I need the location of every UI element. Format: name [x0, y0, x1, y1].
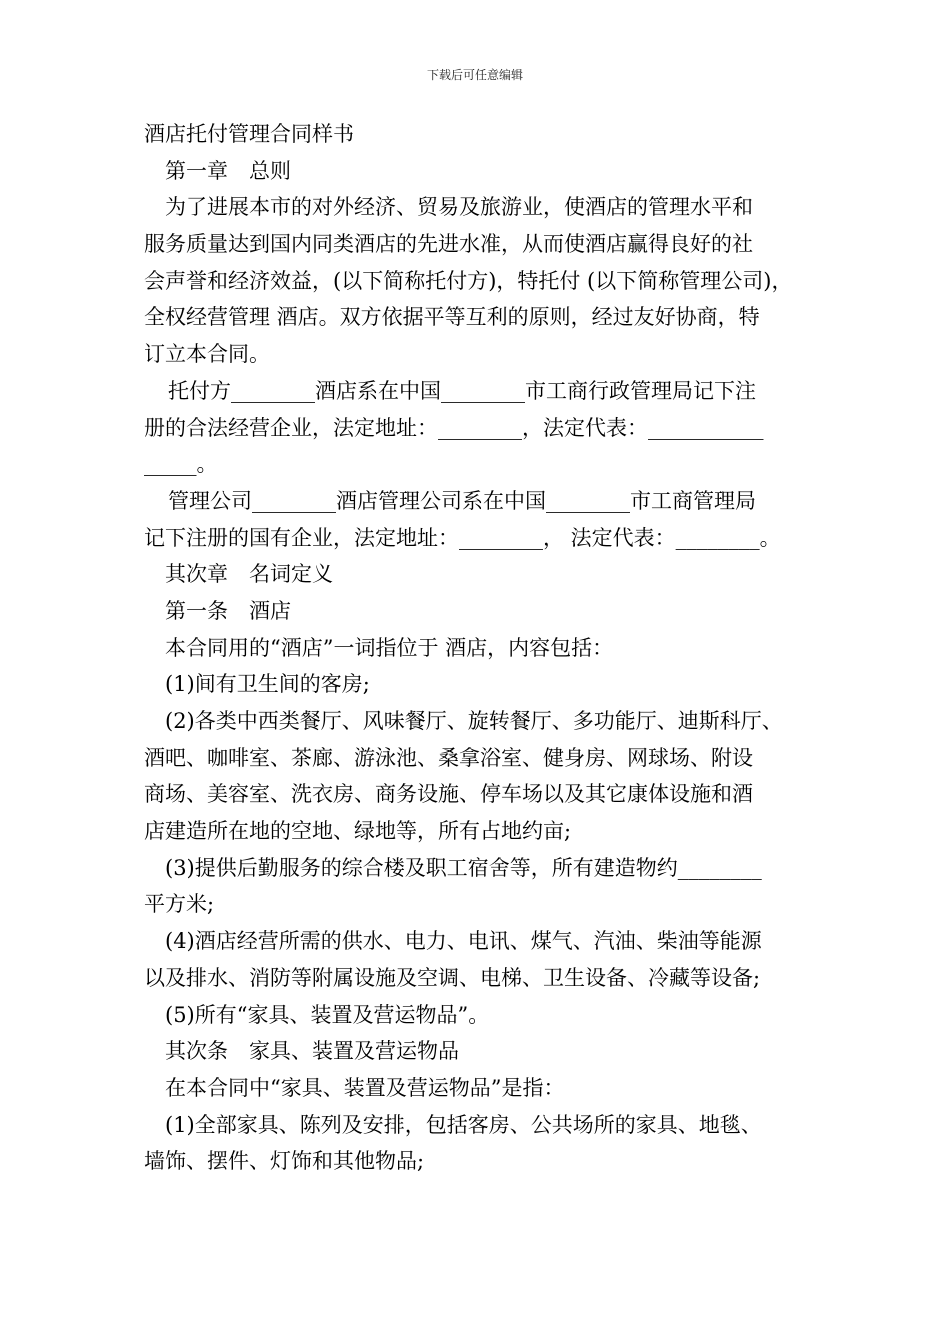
paragraph-line: 平方米;	[144, 892, 215, 917]
list-item	[144, 850, 824, 923]
paragraph-line: 以及排水、消防等附属设施及空调、电梯、卫生设备、冷藏等设备;	[144, 965, 761, 990]
paragraph-line: 店建造所在地的空地、绿地等，所有占地约亩;	[144, 819, 572, 844]
paragraph-line: 服务质量达到国内同类酒店的先进水准，从而使酒店赢得良好的社	[144, 232, 753, 257]
chapter-heading: 其次章 名词定义	[165, 562, 333, 587]
paragraph-line: 册的合法经营企业，法定地址：________，法定代表：___________	[144, 415, 764, 440]
paragraph-line: 订立本合同。	[144, 342, 270, 367]
paragraph-line: (2)各类中西类餐厅、风味餐厅、旋转餐厅、多功能厅、迪斯科厅、	[165, 709, 783, 733]
paragraph-line: 本合同用的“酒店”一词指位于 酒店，内容包括：	[165, 635, 614, 660]
list-item	[144, 1107, 824, 1180]
paragraph-line: 全权经营管理 酒店。双方依据平等互利的原则，经过友好协商，特	[144, 305, 760, 330]
article-heading: 其次条 家具、装置及营运物品	[165, 1039, 459, 1064]
paragraph-line: 记下注册的国有企业，法定地址：________， 法定代表：________。	[144, 525, 781, 550]
list-item: (1)间有卫生间的客房;	[165, 672, 370, 697]
paragraph	[144, 189, 824, 372]
paragraph-line: (3)提供后勤服务的综合楼及职工宿舍等，所有建造物约________	[165, 855, 762, 880]
paragraph-line: 墙饰、摆件、灯饰和其他物品;	[144, 1149, 425, 1174]
list-item	[144, 703, 824, 850]
document-title: 酒店托付管理合同样书	[144, 122, 354, 146]
paragraph-line: _____。	[144, 452, 218, 477]
paragraph-line: 托付方________酒店系在中国________市工商行政管理局记下注	[168, 378, 756, 403]
article-heading: 第一条 酒店	[165, 598, 291, 623]
paragraph-line: 商场、美容室、洗衣房、商务设施、停车场以及其它康体设施和酒	[144, 782, 753, 807]
paragraph-line: 在本合同中“家具、装置及营运物品”是指：	[165, 1075, 565, 1100]
paragraph	[144, 373, 824, 483]
paragraph-line: 管理公司________酒店管理公司系在中国________市工商管理局	[168, 488, 756, 513]
paragraph-line: (4)酒店经营所需的供水、电力、电讯、煤气、汽油、柴油等能源	[165, 929, 762, 954]
paragraph-line: 酒吧、咖啡室、茶廊、游泳池、桑拿浴室、健身房、网球场、附设	[144, 745, 753, 770]
paragraph-line: 会声誉和经济效益，(以下简称托付方)，特托付 (以下简称管理公司)，	[144, 268, 793, 293]
list-item: (5)所有“家具、装置及营运物品”。	[165, 1002, 490, 1027]
list-item	[144, 923, 824, 996]
paragraph	[144, 483, 824, 556]
page-header: 下载后可任意编辑	[426, 68, 523, 82]
paragraph-line: 为了进展本市的对外经济、贸易及旅游业，使酒店的管理水平和	[165, 195, 753, 220]
paragraph-line: (1)全部家具、陈列及安排，包括客房、公共场所的家具、地毯、	[165, 1112, 762, 1137]
document-body	[144, 116, 824, 1180]
chapter-heading: 第一章 总则	[165, 158, 291, 183]
